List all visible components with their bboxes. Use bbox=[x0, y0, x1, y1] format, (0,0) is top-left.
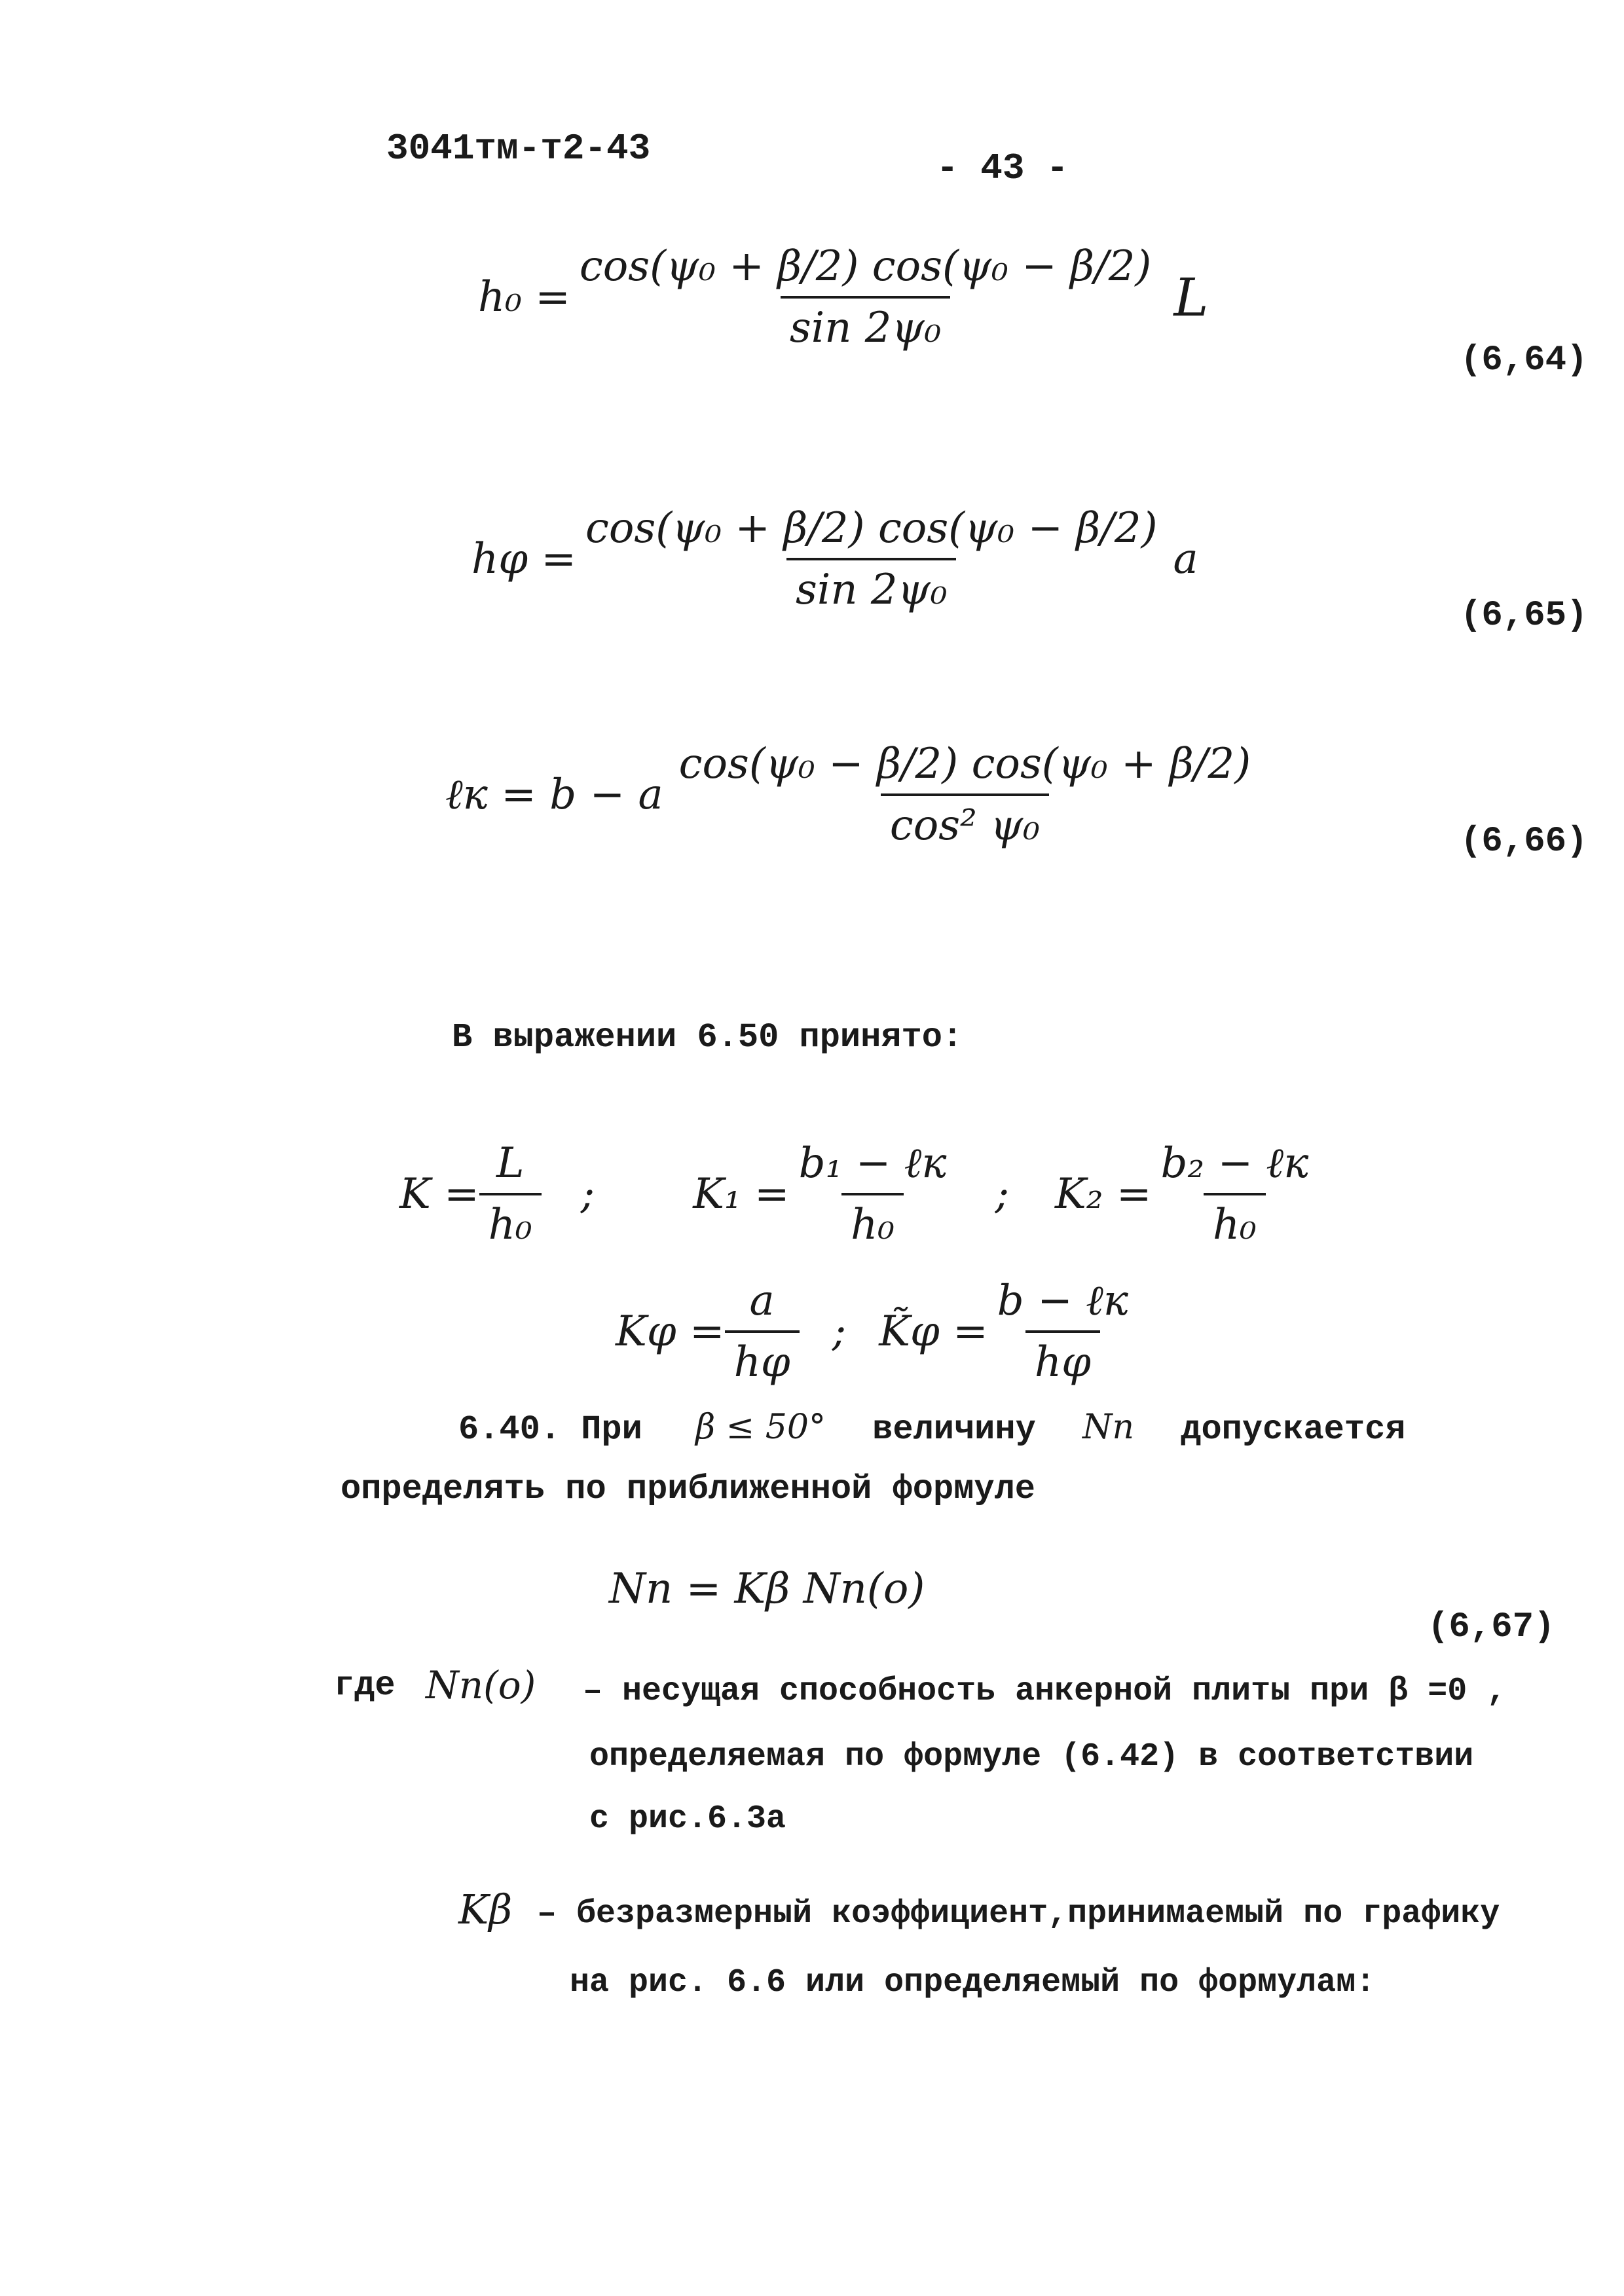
kphi-tilde-fraction bbox=[988, 1277, 1137, 1387]
k1-lhs: K₁ = bbox=[693, 1170, 790, 1218]
eq64-tail: L bbox=[1173, 266, 1209, 328]
equation-6-66 bbox=[445, 740, 1260, 850]
k2-fraction bbox=[1151, 1139, 1318, 1249]
kphi-tilde-denominator: hφ bbox=[1025, 1330, 1100, 1387]
kphi-fraction bbox=[725, 1277, 800, 1387]
kphi-separator: ; bbox=[832, 1307, 847, 1356]
kphi-tilde-numerator: b − ℓк bbox=[997, 1277, 1128, 1325]
p640-mid: величину bbox=[872, 1410, 1036, 1449]
definition-2-line-1: – безразмерный коэффициент,принимаемый по графику bbox=[537, 1895, 1500, 1933]
equation-number-6-66: (6,66) bbox=[1460, 822, 1588, 862]
equation-6-65 bbox=[471, 504, 1198, 614]
kphi-lhs: Kφ = bbox=[616, 1307, 725, 1356]
paragraph-6-40-line-1 bbox=[458, 1408, 1406, 1449]
p640-symbol: Nп bbox=[1082, 1408, 1135, 1447]
k1-denominator: h₀ bbox=[841, 1193, 904, 1249]
eq66-lhs: ℓк = b − a bbox=[445, 771, 663, 819]
definition-1-line-2: определяемая по формуле (6.42) в соответствии bbox=[589, 1738, 1474, 1776]
eq65-lhs: hφ = bbox=[471, 535, 576, 583]
kphi-denominator: hφ bbox=[725, 1330, 800, 1387]
k-separator-2: ; bbox=[995, 1170, 1010, 1218]
kphi-tilde-lhs: K̃φ = bbox=[879, 1307, 988, 1356]
eq65-fraction bbox=[576, 504, 1167, 614]
intro-text: В выражении 6.50 принято: bbox=[452, 1018, 963, 1057]
definition-2-line-2: на рис. 6.6 или определяемый по формулам: bbox=[570, 1964, 1376, 2001]
kphi-numerator: a bbox=[749, 1277, 775, 1325]
p640-end: допускается bbox=[1181, 1410, 1406, 1449]
equation-number-6-64: (6,64) bbox=[1460, 340, 1588, 380]
where-symbol-n-p0: Nп(о) bbox=[426, 1663, 536, 1707]
equation-6-67: Nп = Kβ Nп(о) bbox=[609, 1565, 925, 1613]
eq66-denominator: cos² ψ₀ bbox=[881, 793, 1049, 850]
eq64-fraction bbox=[570, 242, 1161, 352]
where-label: где bbox=[334, 1666, 396, 1705]
eq66-fraction bbox=[670, 740, 1261, 850]
page-number: - 43 - bbox=[936, 147, 1069, 189]
k2-denominator: h₀ bbox=[1204, 1193, 1266, 1249]
k-numerator: L bbox=[496, 1139, 525, 1188]
eq64-denominator: sin 2ψ₀ bbox=[781, 296, 950, 352]
k-fraction bbox=[479, 1139, 542, 1249]
eq65-tail: a bbox=[1173, 535, 1198, 583]
k-separator-1: ; bbox=[580, 1170, 595, 1218]
k-lhs: K = bbox=[399, 1170, 479, 1218]
kbeta-symbol: Kβ bbox=[458, 1886, 513, 1933]
k1-fraction bbox=[790, 1139, 956, 1249]
equation-number-6-67: (6,67) bbox=[1428, 1607, 1555, 1647]
eq66-numerator: cos(ψ₀ − β/2) cos(ψ₀ + β/2) bbox=[678, 740, 1251, 788]
eq64-lhs: h₀ = bbox=[478, 273, 570, 321]
eq64-numerator: cos(ψ₀ + β/2) cos(ψ₀ − β/2) bbox=[579, 242, 1152, 291]
definition-1-line-1: – несущая способность анкерной плиты при β =0 , bbox=[583, 1673, 1507, 1710]
paragraph-6-40-line-2: определять по приближенной формуле bbox=[341, 1470, 1035, 1508]
k-definitions-row-2 bbox=[616, 1277, 1137, 1387]
k1-numerator: b₁ − ℓк bbox=[798, 1139, 947, 1188]
p640-condition: β ≤ 50° bbox=[695, 1408, 826, 1447]
k2-lhs: K₂ = bbox=[1055, 1170, 1152, 1218]
equation-6-64 bbox=[478, 242, 1209, 352]
eq65-denominator: sin 2ψ₀ bbox=[786, 558, 956, 614]
k-definitions-row-1 bbox=[399, 1139, 1318, 1249]
document-code: 3041тм-т2-43 bbox=[386, 128, 651, 170]
equation-number-6-65: (6,65) bbox=[1460, 596, 1588, 636]
k-denominator: h₀ bbox=[479, 1193, 542, 1249]
eq65-numerator: cos(ψ₀ + β/2) cos(ψ₀ − β/2) bbox=[585, 504, 1158, 553]
p640-start: 6.40. При bbox=[458, 1410, 642, 1449]
k2-numerator: b₂ − ℓк bbox=[1160, 1139, 1309, 1188]
definition-1-line-3: с рис.6.3а bbox=[589, 1800, 786, 1838]
